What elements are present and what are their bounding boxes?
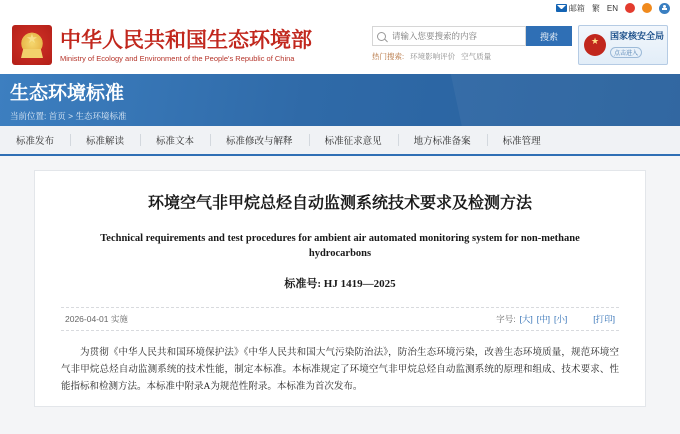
lang-english-link[interactable]: EN — [606, 3, 618, 13]
hot-keyword-1[interactable]: 空气质量 — [461, 52, 492, 61]
nuclear-safety-badge[interactable] — [578, 25, 668, 65]
site-title-cn: 中华人民共和国生态环境部 — [60, 27, 312, 52]
nav-item-local-standard-filing[interactable]: 地方标准备案 — [398, 126, 487, 154]
nav-item-standard-management[interactable]: 标准管理 — [487, 126, 557, 154]
document-title-cn: 环境空气非甲烷总烃自动监测系统技术要求及检测方法 — [147, 195, 532, 212]
page-title: 生态环境标准 — [10, 83, 125, 104]
nav-item-standard-text[interactable]: 标准文本 — [140, 126, 210, 154]
document-card — [34, 170, 646, 407]
nav-item-standard-release[interactable]: 标准发布 — [16, 136, 55, 147]
mail-icon — [556, 4, 567, 12]
search-icon — [377, 32, 386, 41]
red-circle-icon[interactable] — [625, 3, 635, 13]
hot-keyword-0[interactable]: 环境影响评价 — [410, 52, 456, 61]
font-size-large[interactable]: [大] — [519, 314, 533, 324]
nuclear-safety-subtitle: 点击进入 — [610, 47, 642, 58]
mail-label: 邮箱 — [568, 3, 585, 13]
document-title-en: Technical requirements and test procedures for ambient air automated monitoring system for non-methane hydrocarbons — [100, 233, 580, 259]
search-row — [372, 26, 572, 46]
mail-link[interactable] — [556, 3, 585, 14]
nuclear-safety-title: 国家核安全局 — [610, 31, 665, 41]
hot-search-row — [372, 51, 572, 62]
search-button[interactable]: 搜索 — [526, 26, 572, 46]
effective-date: 2026-04-01 实施 — [65, 314, 128, 324]
document-meta-row — [61, 307, 619, 331]
document-body: 为贯彻《中华人民共和国环境保护法》《中华人民共和国大气污染防治法》，防治生态环境污染，改善生态环境质量，规范环境空气非甲烷总烃自动监测系统的技术性能，制定本标准。本标准规定了环境空气非甲烷总烃自动监测系统的原理和组成、技术要求、性能指标和检测方法。本标准中附录A为规范性附录。本标准为首次发布。 — [61, 348, 619, 392]
hot-search-label: 热门搜索: — [372, 52, 405, 61]
site-header — [0, 16, 680, 74]
content-wrapper — [0, 156, 680, 407]
breadcrumb-home[interactable]: 首页 — [48, 111, 66, 121]
search-area — [372, 26, 572, 62]
seal-icon — [584, 34, 606, 56]
font-size-small[interactable]: [小] — [554, 314, 568, 324]
lang-traditional-link[interactable]: 繁 — [591, 3, 600, 13]
font-size-medium[interactable]: [中] — [536, 314, 551, 324]
search-box[interactable] — [372, 26, 526, 46]
font-size-controls — [496, 313, 615, 325]
nav-item-standard-comments[interactable]: 标准征求意见 — [309, 126, 398, 154]
breadcrumb — [10, 110, 680, 122]
section-nav — [0, 126, 680, 156]
utility-topbar — [0, 0, 680, 16]
section-banner — [0, 74, 680, 126]
document-code: 标准号: HJ 1419—2025 — [284, 278, 396, 290]
site-identity[interactable] — [60, 28, 312, 63]
search-input[interactable] — [390, 30, 521, 42]
accessibility-icon[interactable] — [659, 3, 670, 14]
breadcrumb-prefix: 当前位置: — [10, 111, 47, 121]
print-button[interactable]: [打印] — [593, 314, 615, 324]
breadcrumb-current: 生态环境标准 — [75, 111, 127, 121]
nav-item-standard-amendment[interactable]: 标准修改与解释 — [210, 126, 309, 154]
breadcrumb-separator: > — [68, 111, 74, 121]
national-emblem-icon — [12, 25, 52, 65]
font-size-label: 字号: — [496, 314, 516, 324]
orange-circle-icon[interactable] — [642, 3, 652, 13]
nav-item-standard-interpretation[interactable]: 标准解读 — [70, 126, 140, 154]
site-title-en: Ministry of Ecology and Environment of the People's Republic of China — [60, 53, 295, 63]
